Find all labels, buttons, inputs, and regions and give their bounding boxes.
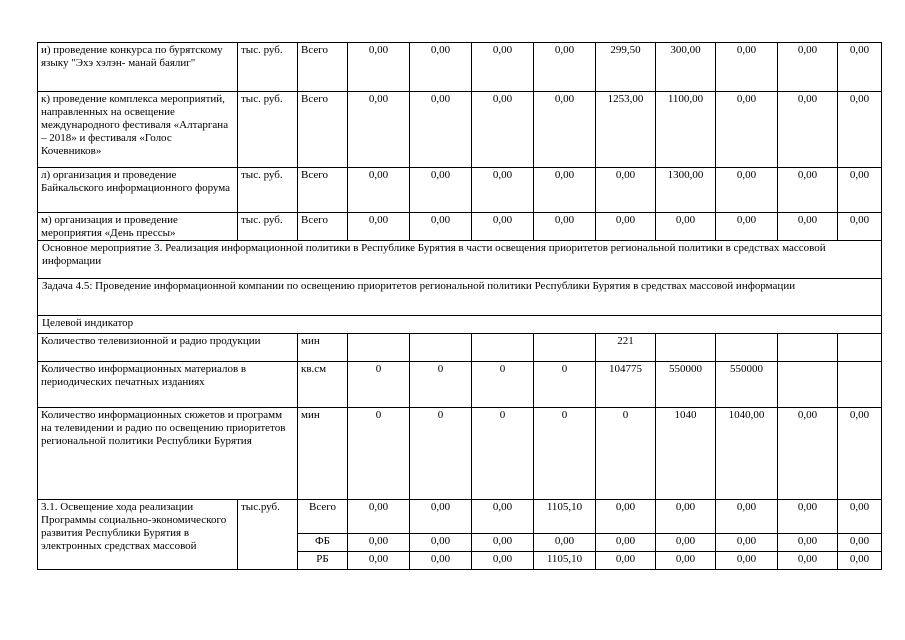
value-cell: 221 (596, 334, 656, 362)
value-cell: 1040,00 (716, 408, 778, 500)
indicator-row (38, 334, 882, 362)
value-cell: 0,00 (348, 500, 410, 534)
value-cell: 550000 (656, 362, 716, 408)
value-cell: 0 (410, 408, 472, 500)
budget-table-page (37, 42, 882, 570)
value-cell: 0,00 (596, 213, 656, 241)
value-cell: 0,00 (410, 92, 472, 168)
value-cell: 0,00 (838, 168, 882, 213)
value-cell: 0,00 (472, 213, 534, 241)
value-cell: 550000 (716, 362, 778, 408)
row-source: Всего (298, 43, 348, 92)
value-cell: 1105,10 (534, 552, 596, 570)
value-cell: 0,00 (838, 213, 882, 241)
row-source: Всего (298, 92, 348, 168)
value-cell: 0,00 (778, 408, 838, 500)
value-cell: 0 (348, 362, 410, 408)
value-cell: 0,00 (838, 43, 882, 92)
value-cell: 0,00 (656, 534, 716, 552)
value-cell: 0 (596, 408, 656, 500)
value-cell: 0,00 (348, 213, 410, 241)
row-unit: тыс. руб. (238, 92, 298, 168)
row-name: л) организация и проведение Байкальского информационного форума (38, 168, 238, 213)
value-cell: 0,00 (534, 43, 596, 92)
row-name: м) организация и проведение мероприятия «День прессы» (38, 213, 238, 241)
value-cell: 0,00 (778, 92, 838, 168)
value-cell: 0,00 (348, 92, 410, 168)
value-cell (716, 334, 778, 362)
indicator-name: Количество телевизионной и радио продукции (38, 334, 298, 362)
value-cell: 0,00 (778, 213, 838, 241)
value-cell: 0,00 (410, 43, 472, 92)
main-event-heading: Основное мероприятие 3. Реализация информационной политики в Республике Бурятия в части освещения приоритетов региональной политики в средствах массовой информации (38, 241, 882, 279)
value-cell: 0 (348, 408, 410, 500)
value-cell: 0,00 (534, 168, 596, 213)
item-name: 3.1. Освещение хода реализации Программы социально-экономического развития Республики Бурятия в электронных средствах массовой (38, 500, 238, 570)
row-unit: тыс. руб. (238, 43, 298, 92)
indicator-unit: кв.см (298, 362, 348, 408)
value-cell: 0,00 (838, 408, 882, 500)
indicator-name: Количество информационных материалов в периодических печатных изданиях (38, 362, 298, 408)
value-cell: 0 (410, 362, 472, 408)
value-cell: 0,00 (838, 534, 882, 552)
indicator-unit: мин (298, 334, 348, 362)
table-row (38, 500, 882, 534)
value-cell: 0,00 (778, 552, 838, 570)
value-cell: 0,00 (472, 534, 534, 552)
value-cell: 104775 (596, 362, 656, 408)
value-cell: 0 (534, 408, 596, 500)
value-cell: 0,00 (716, 168, 778, 213)
row-unit: тыс. руб. (238, 168, 298, 213)
value-cell (838, 334, 882, 362)
value-cell: 0,00 (534, 213, 596, 241)
value-cell: 1300,00 (656, 168, 716, 213)
value-cell: 0,00 (348, 534, 410, 552)
value-cell: 0,00 (348, 168, 410, 213)
row-source: Всего (298, 213, 348, 241)
indicator-name: Количество информационных сюжетов и программ на телевидении и радио по освещению приоритетов региональной политики Республики Бурятия (38, 408, 298, 500)
indicator-heading: Целевой индикатор (38, 316, 882, 334)
value-cell: 0,00 (472, 500, 534, 534)
value-cell: 0,00 (410, 213, 472, 241)
indicator-row (38, 408, 882, 500)
value-cell (348, 334, 410, 362)
section-row (38, 316, 882, 334)
value-cell: 0,00 (656, 213, 716, 241)
value-cell (656, 334, 716, 362)
task-heading: Задача 4.5: Проведение информационной компании по освещению приоритетов региональной политики Республики Бурятия в средствах массовой информации (38, 279, 882, 316)
value-cell: 0,00 (778, 500, 838, 534)
value-cell: 0,00 (778, 168, 838, 213)
row-source: Всего (298, 500, 348, 534)
item-unit: тыс.руб. (238, 500, 298, 570)
value-cell: 300,00 (656, 43, 716, 92)
value-cell: 0,00 (596, 534, 656, 552)
budget-table (37, 42, 882, 570)
value-cell (410, 334, 472, 362)
value-cell: 0,00 (838, 552, 882, 570)
value-cell: 0,00 (716, 43, 778, 92)
value-cell: 1105,10 (534, 500, 596, 534)
row-source: РБ (298, 552, 348, 570)
value-cell: 0,00 (534, 534, 596, 552)
value-cell: 0,00 (410, 534, 472, 552)
value-cell: 0,00 (596, 552, 656, 570)
value-cell: 0,00 (410, 168, 472, 213)
value-cell: 0,00 (838, 92, 882, 168)
value-cell: 0,00 (472, 168, 534, 213)
row-name: и) проведение конкурса по бурятскому языку "Эхэ хэлэн- манай баялиг" (38, 43, 238, 92)
value-cell (778, 362, 838, 408)
value-cell: 0,00 (410, 500, 472, 534)
value-cell: 0,00 (716, 500, 778, 534)
value-cell: 0,00 (348, 43, 410, 92)
value-cell (534, 334, 596, 362)
value-cell (838, 362, 882, 408)
value-cell (778, 334, 838, 362)
value-cell: 0,00 (716, 213, 778, 241)
value-cell: 1253,00 (596, 92, 656, 168)
row-source: ФБ (298, 534, 348, 552)
section-row (38, 241, 882, 279)
value-cell: 0,00 (472, 92, 534, 168)
value-cell: 299,50 (596, 43, 656, 92)
value-cell: 0,00 (410, 552, 472, 570)
value-cell: 0 (472, 408, 534, 500)
table-row (38, 92, 882, 168)
value-cell: 0,00 (778, 43, 838, 92)
value-cell: 0,00 (838, 500, 882, 534)
value-cell: 0,00 (348, 552, 410, 570)
table-row (38, 43, 882, 92)
value-cell (472, 334, 534, 362)
indicator-unit: мин (298, 408, 348, 500)
value-cell: 0,00 (656, 552, 716, 570)
section-row (38, 279, 882, 316)
row-unit: тыс. руб. (238, 213, 298, 241)
value-cell: 0,00 (716, 552, 778, 570)
value-cell: 0,00 (778, 534, 838, 552)
value-cell: 1040 (656, 408, 716, 500)
value-cell: 0,00 (534, 92, 596, 168)
value-cell: 0,00 (716, 92, 778, 168)
value-cell: 0,00 (472, 43, 534, 92)
table-row (38, 168, 882, 213)
value-cell: 1100,00 (656, 92, 716, 168)
indicator-row (38, 362, 882, 408)
row-name: к) проведение комплекса мероприятий, направленных на освещение международного фестиваля «Алтаргана – 2018» и фестиваля «Голос Кочевников» (38, 92, 238, 168)
value-cell: 0,00 (716, 534, 778, 552)
value-cell: 0 (534, 362, 596, 408)
row-source: Всего (298, 168, 348, 213)
value-cell: 0,00 (596, 500, 656, 534)
value-cell: 0,00 (596, 168, 656, 213)
value-cell: 0,00 (656, 500, 716, 534)
table-row (38, 213, 882, 241)
value-cell: 0,00 (472, 552, 534, 570)
value-cell: 0 (472, 362, 534, 408)
